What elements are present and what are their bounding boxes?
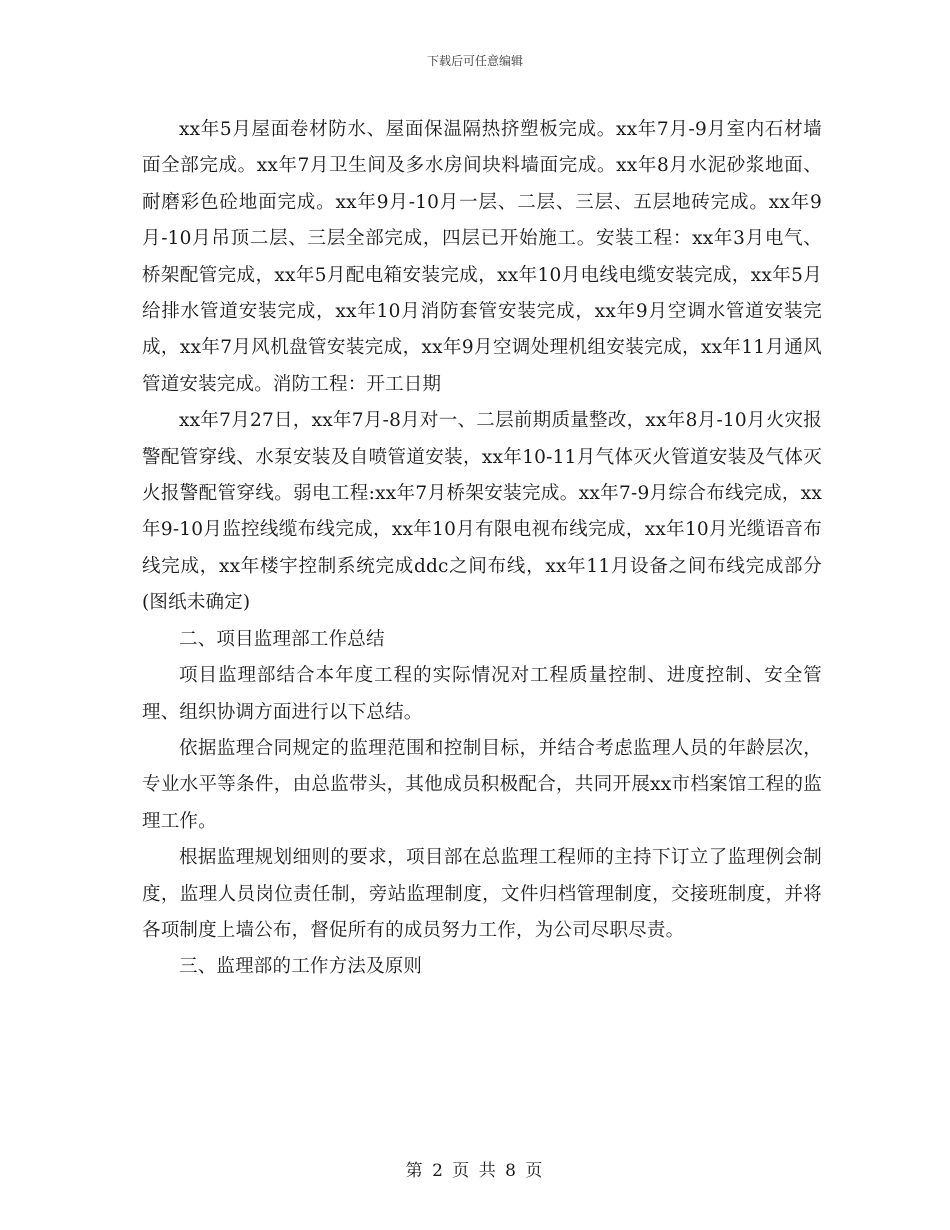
paragraph-construction-progress: xx年5月屋面卷材防水、屋面保温隔热挤塑板完成。xx年7月-9月室内石材墙面全部完成。xx年7月卫生间及多水房间块料墙面完成。xx年8月水泥砂浆地面、耐磨彩色砼地面完成。xx年9月-10月一层、二层、三层、五层地砖完成。xx年9月-10月吊顶二层、三层全部完成，四层已开始施工。安装工程：xx年3月电气、桥架配管完成，xx年5月配电箱安装完成，xx年10月电线电缆安装完成，xx年5月给排水管道安装完成，xx年10月消防套管安装完成，xx年9月空调水管道安装完成，xx年7月风机盘管安装完成，xx年9月空调处理机组安装完成，xx年11月通风管道安装完成。消防工程：开工日期	[142, 119, 823, 395]
page-header-note: 下载后可任意编辑	[426, 54, 523, 68]
paragraph-supervision-rules: 根据监理规划细则的要求，项目部在总监理工程师的主持下订立了监理例会制度，监理人员岗位责任制，旁站监理制度，文件归档管理制度，交接班制度，并将各项制度上墙公布，督促所有的成员努力工作，为公司尽职尽责。	[142, 847, 822, 941]
section-heading-work-summary: 二、项目监理部工作总结	[179, 628, 385, 650]
page-number: 第 2 页 共 8 页	[405, 1161, 545, 1181]
paragraph-supervision-scope: 依据监理合同规定的监理范围和控制目标，并结合考虑监理人员的年龄层次，专业水平等条件，由总监带头，其他成员积极配合，共同开展xx市档案馆工程的监理工作。	[142, 737, 822, 832]
paragraph-summary-intro: 项目监理部结合本年度工程的实际情况对工程质量控制、进度控制、安全管理、组织协调方面进行以下总结。	[142, 665, 822, 723]
document-body	[142, 112, 822, 986]
paragraph-fire-and-weak-current: xx年7月27日，xx年7月-8月对一、二层前期质量整改，xx年8月-10月火灾报警配管穿线、水泵安装及自喷管道安装，xx年10-11月气体灭火管道安装及气体灭火报警配管穿线。弱电工程:xx年7月桥架安装完成。xx年7-9月综合布线完成，xx年9-10月监控线缆布线完成，xx年10月有限电视布线完成，xx年10月光缆语音布线完成，xx年楼宇控制系统完成ddc之间布线，xx年11月设备之间布线完成部分(图纸未确定)	[142, 410, 822, 614]
section-heading-work-methods: 三、监理部的工作方法及原则	[179, 956, 423, 978]
